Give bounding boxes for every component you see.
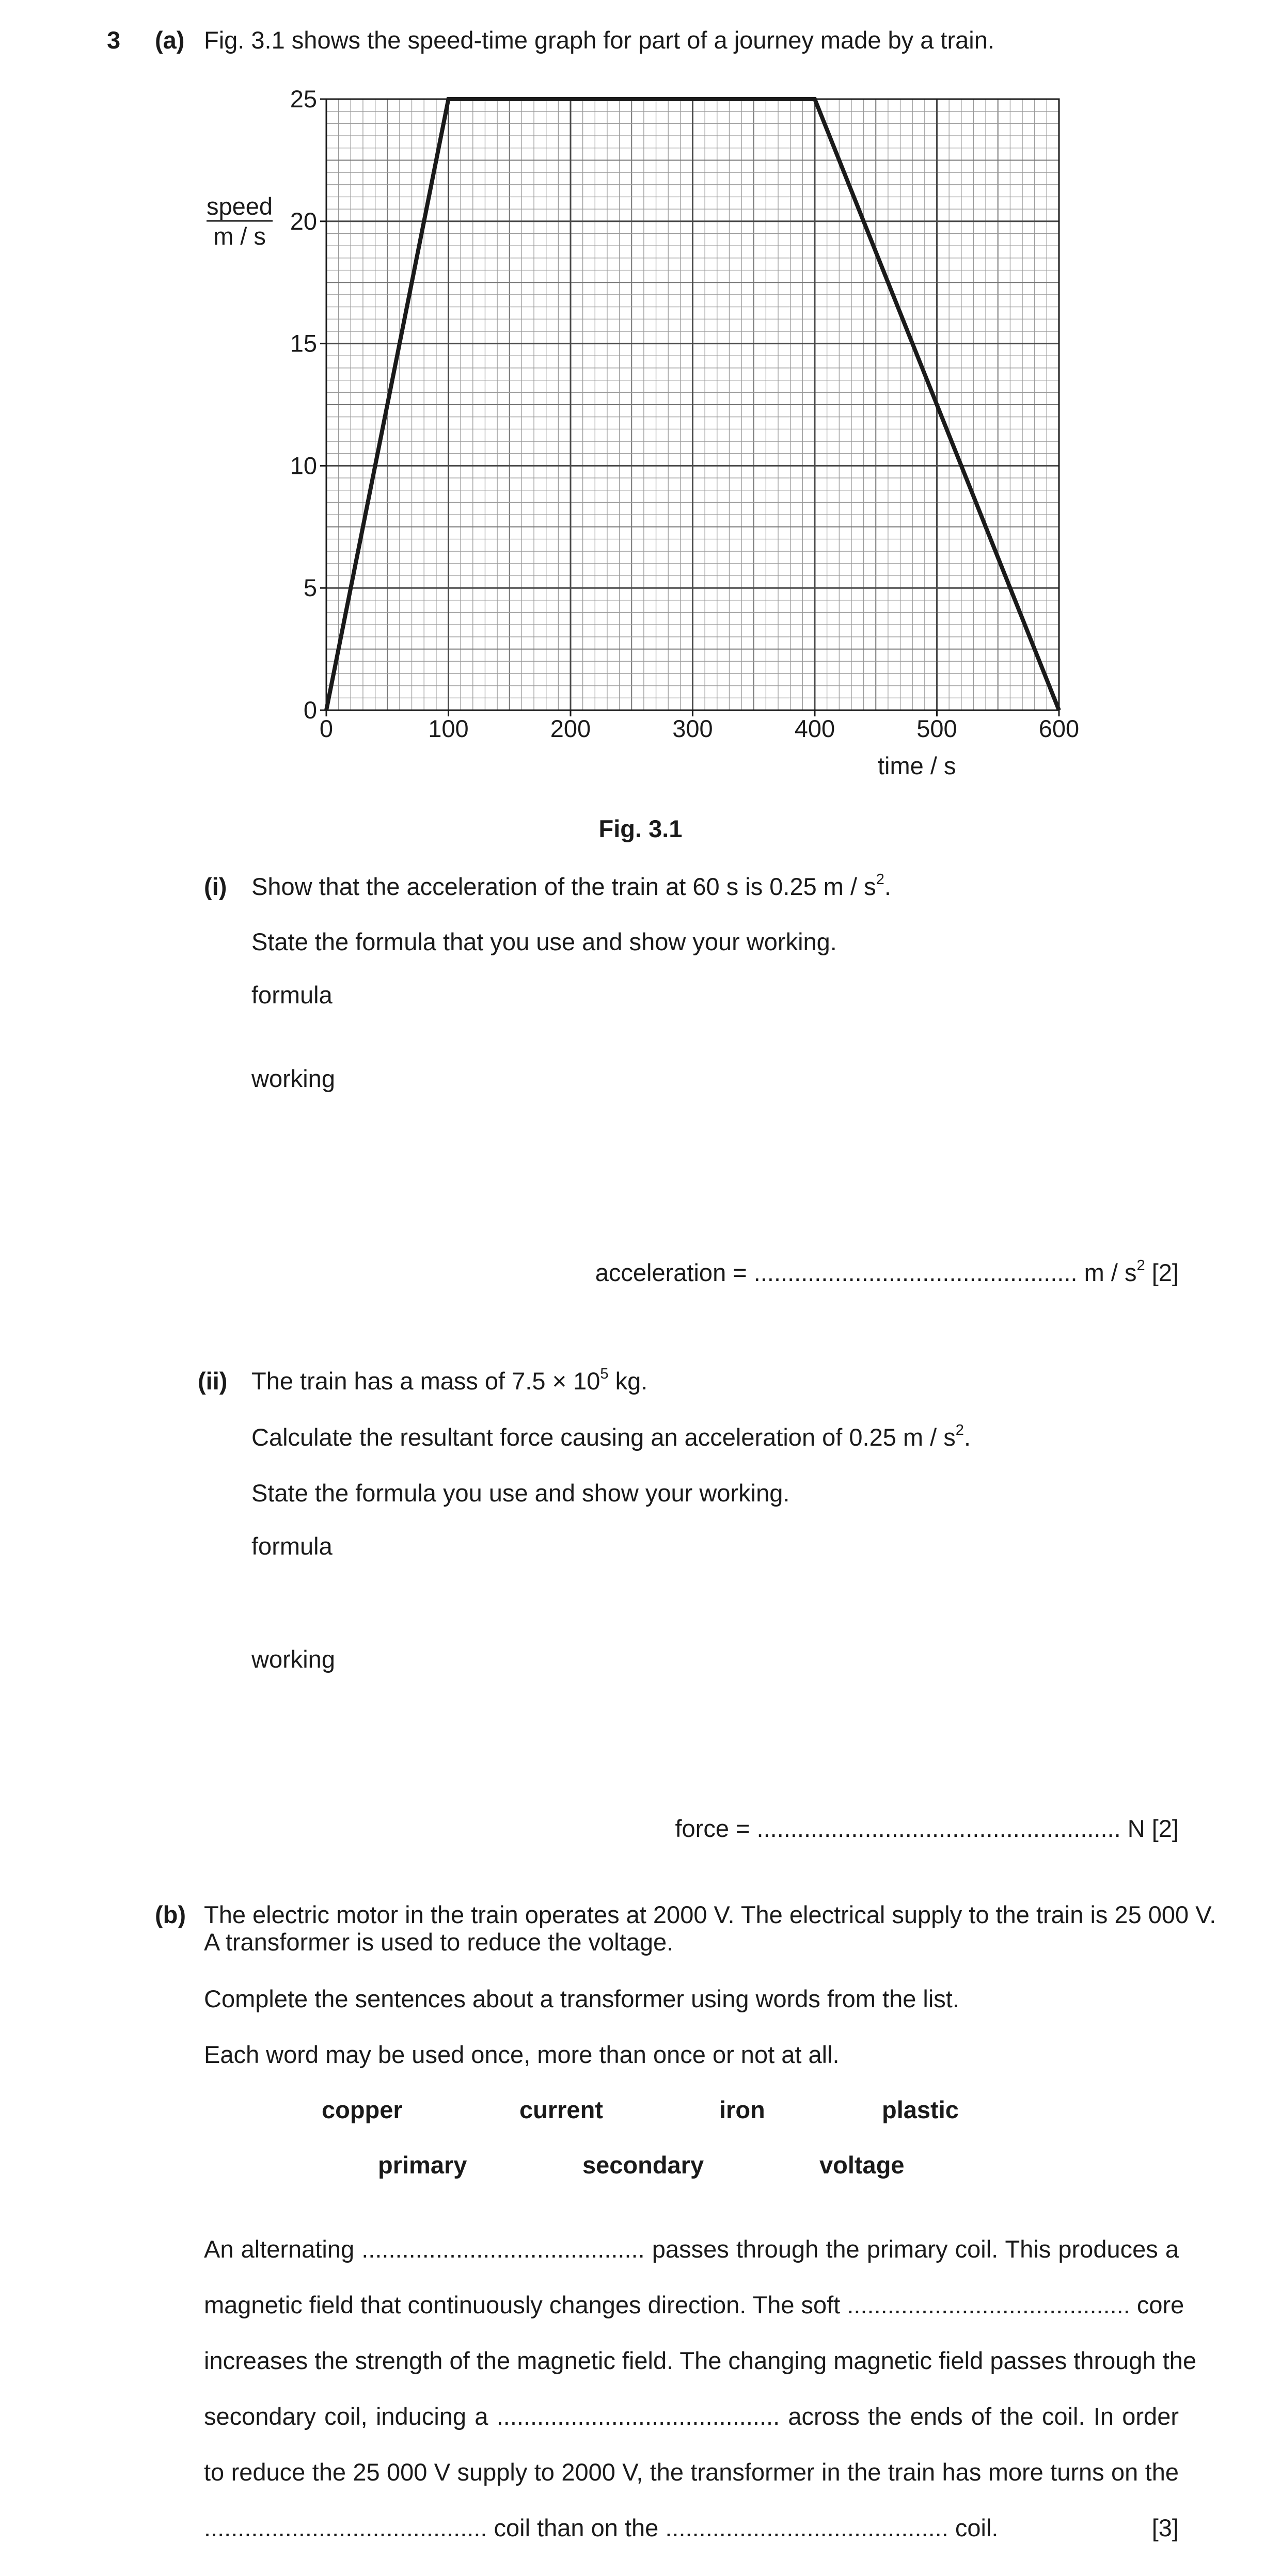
part-i-instruction: State the formula that you use and show your working. [251, 928, 837, 955]
part-b-instruction-1: Complete the sentences about a transformer using words from the list. [204, 1985, 959, 2012]
part-ii-calc-text: Calculate the resultant force causing an acceleration of 0.25 m / s [251, 1423, 956, 1451]
x-tick-label: 600 [1038, 715, 1080, 742]
force-answer-field[interactable]: ...................................................... [756, 1815, 1121, 1842]
question-number: 3 [107, 26, 121, 54]
part-b-instruction-2: Each word may be used once, more than once or not at all. [204, 2041, 840, 2068]
y-tick-label: 10 [290, 452, 317, 479]
part-i-label: (i) [204, 873, 227, 900]
acceleration-unit: m / s [1077, 1259, 1137, 1286]
sentence-line-4[interactable]: secondary coil, inducing a .......................................... across the ends of the coil. In order [204, 2403, 1179, 2430]
y-tick-label: 15 [290, 329, 317, 357]
word-copper: copper [322, 2096, 403, 2123]
x-tick-label: 0 [319, 715, 334, 742]
word-primary: primary [378, 2151, 467, 2179]
part-i-superscript: 2 [876, 871, 884, 888]
question-intro: Fig. 3.1 shows the speed-time graph for part of a journey made by a train. [204, 26, 994, 54]
part-ii-calculate [251, 1423, 971, 1451]
word-current: current [519, 2096, 603, 2123]
part-ii-formula-label: formula [251, 1532, 333, 1560]
x-tick-label: 500 [916, 715, 957, 742]
part-ii-mass-end: kg. [608, 1367, 648, 1395]
part-i-formula-label: formula [251, 981, 333, 1009]
x-axis-label: time / s [878, 752, 956, 779]
part-i-question [251, 872, 891, 901]
speed-time-graph [0, 0, 1281, 805]
part-b-line-1: The electric motor in the train operates at 2000 V. The electrical supply to the train is 25 000 V. [204, 1901, 1216, 1928]
force-answer-line [675, 1814, 1179, 1843]
y-tick-label: 0 [303, 696, 317, 724]
part-ii-mass-sup: 5 [600, 1365, 609, 1382]
y-axis-label-denominator: m / s [213, 222, 266, 250]
part-ii-mass [251, 1367, 647, 1395]
part-ii-working-label: working [251, 1645, 335, 1673]
sentence-line-3: increases the strength of the magnetic field. The changing magnetic field passes through the [204, 2347, 1197, 2374]
x-tick-label: 200 [550, 715, 591, 742]
force-unit-marks: N [2] [1120, 1815, 1179, 1842]
y-axis-label-numerator: speed [206, 193, 273, 220]
part-ii-label: (ii) [198, 1367, 228, 1395]
figure-caption: Fig. 3.1 [598, 815, 683, 842]
part-b-line-2: A transformer is used to reduce the voltage. [204, 1928, 674, 1956]
part-ii-instruction: State the formula you use and show your working. [251, 1479, 790, 1507]
sentence-line-2[interactable]: magnetic field that continuously changes direction. The soft .......................................... core [204, 2291, 1184, 2318]
sentence-line-6[interactable]: .......................................... coil than on the .......................................... coil. [204, 2514, 999, 2541]
force-label: force = [675, 1815, 757, 1842]
x-tick-label: 300 [672, 715, 713, 742]
word-plastic: plastic [882, 2096, 959, 2123]
y-tick-label: 25 [290, 85, 317, 113]
acceleration-answer-line [595, 1258, 1179, 1287]
sentence-line-1[interactable]: An alternating .......................................... passes through the primary coil. This produces a [204, 2235, 1179, 2263]
part-i-working-label: working [251, 1065, 335, 1092]
part-a-label: (a) [155, 26, 185, 54]
word-secondary: secondary [582, 2151, 704, 2179]
x-tick-labels [320, 715, 1079, 742]
acceleration-label: acceleration = [595, 1259, 754, 1286]
part-ii-calc-end: . [963, 1423, 971, 1451]
part-i-marks: [2] [1145, 1259, 1179, 1286]
x-tick-label: 400 [794, 715, 835, 742]
acceleration-unit-sup: 2 [1136, 1257, 1145, 1274]
y-tick-label: 20 [290, 207, 317, 235]
part-b-marks: [3] [1151, 2514, 1179, 2541]
part-i-text: Show that the acceleration of the train at 60 s is 0.25 m / s [251, 873, 876, 900]
y-tick-label: 5 [303, 574, 317, 602]
part-i-text-end: . [884, 873, 891, 900]
sentence-line-5: to reduce the 25 000 V supply to 2000 V, the transformer in the train has more turns on the [204, 2458, 1179, 2486]
word-voltage: voltage [819, 2151, 905, 2179]
part-b-label: (b) [155, 1901, 186, 1928]
acceleration-answer-field[interactable]: ................................................ [753, 1259, 1078, 1286]
part-ii-mass-text: The train has a mass of 7.5 × 10 [251, 1367, 600, 1395]
part-ii-calc-sup: 2 [955, 1421, 964, 1438]
y-tick-labels [290, 85, 317, 724]
x-tick-label: 100 [428, 715, 469, 742]
word-iron: iron [719, 2096, 765, 2123]
